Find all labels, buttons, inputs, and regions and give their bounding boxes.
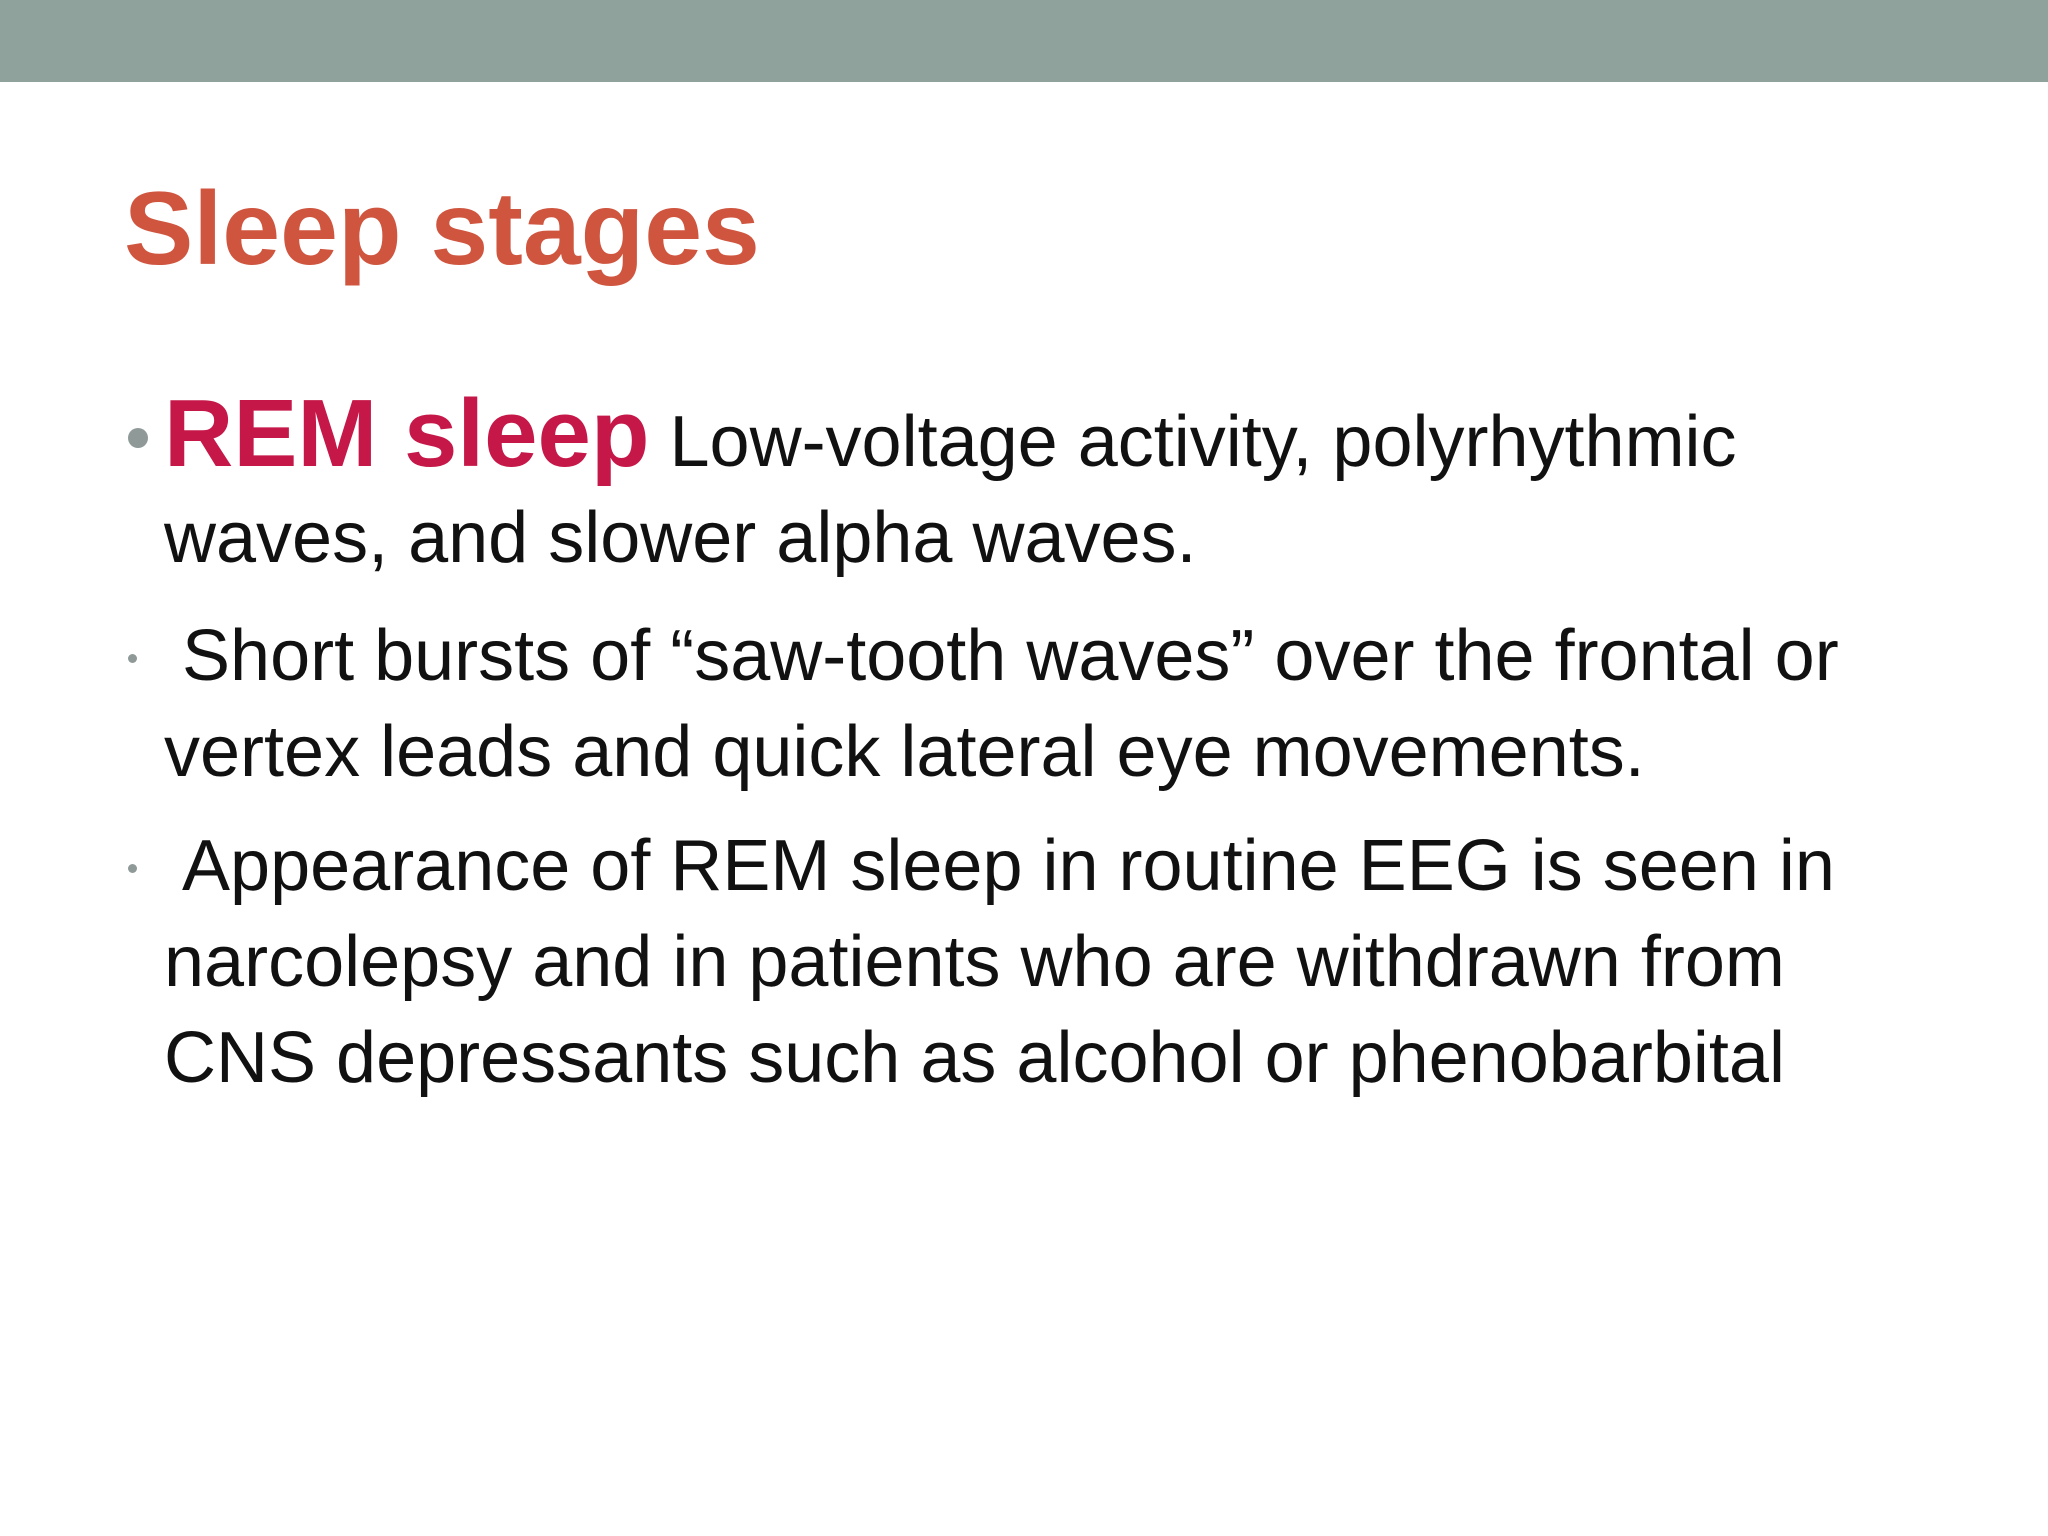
bullet-dot-icon — [128, 864, 137, 873]
bullet-rem-appearance — [164, 818, 1944, 1106]
slide-title: Sleep stages — [124, 171, 760, 287]
bullet-term: REM sleep — [164, 380, 650, 487]
bullet-dot-icon — [128, 654, 137, 663]
bullet-rem-sleep — [164, 380, 1944, 586]
bullet-text: Short bursts of “saw-tooth waves” over the frontal or vertex leads and quick lateral eye movements. — [164, 616, 1839, 792]
bullet-text: Low-voltage activity, polyrhythmic waves, and slower alpha waves. — [164, 402, 1737, 578]
bullet-text: Appearance of REM sleep in routine EEG is seen in narcolepsy and in patients who are withdrawn from CNS depressants such as alcohol or phenobarbital — [164, 826, 1835, 1098]
bullet-dot-icon — [128, 428, 148, 448]
bullet-saw-tooth-waves — [164, 608, 1944, 800]
header-bar — [0, 0, 2048, 82]
